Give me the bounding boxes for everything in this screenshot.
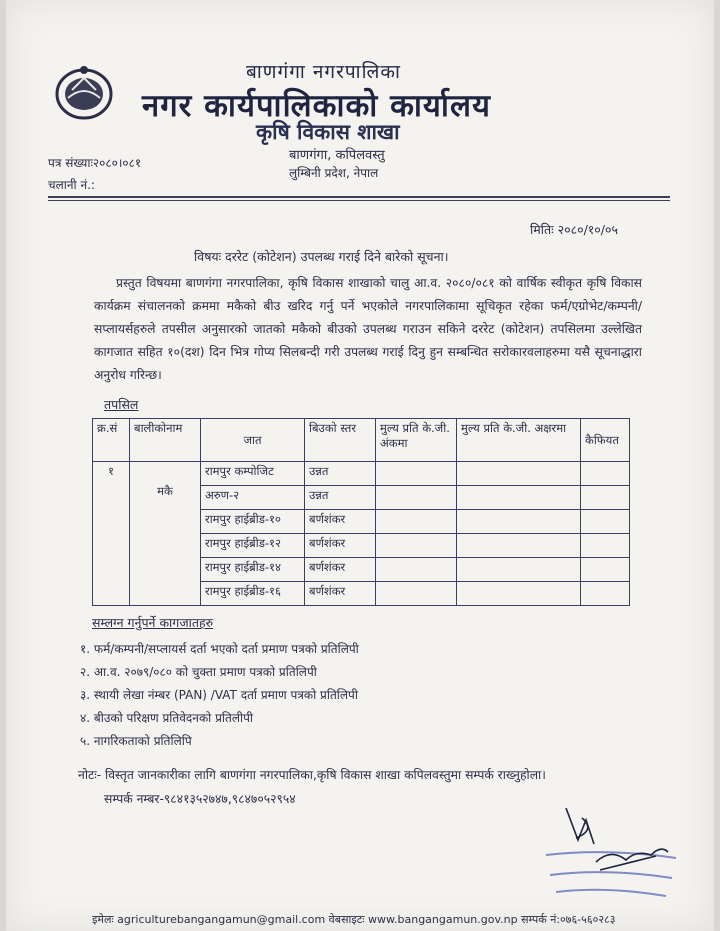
remarks-cell [581, 558, 630, 582]
variety-cell: रामपुर कम्पोजिट [201, 462, 305, 486]
rate-table [92, 418, 630, 606]
variety-cell: रामपुर हाईब्रीड-१६ [201, 582, 305, 606]
notice-page [6, 0, 714, 931]
table-row [93, 462, 630, 486]
remarks-cell [581, 462, 630, 486]
grade-cell: बर्णशंकर [305, 534, 376, 558]
required-documents-list [80, 638, 359, 753]
price-words-cell [457, 534, 581, 558]
footer-contact: इमेलः agriculturebangangamun@gmail.com वेबसाइटः www.bangangamun.gov.np सम्पर्क नं:०७६-५६०२८३ [92, 913, 616, 926]
price-words-cell [457, 558, 581, 582]
list-item: ५. नागरिकताको प्रतिलिपि [80, 734, 192, 748]
grade-cell: उन्नत [305, 462, 376, 486]
office-title: नगर कार्यपालिकाको कार्यालय [142, 88, 491, 124]
col-crop: बालीकोनाम [130, 419, 201, 462]
price-figures-cell [376, 462, 457, 486]
remarks-cell [581, 534, 630, 558]
price-figures-cell [376, 534, 457, 558]
price-figures-cell [376, 582, 457, 606]
list-item: ३. स्थायी लेखा नंम्बर (PAN) /VAT दर्ता प्रमाण पत्रको प्रतिलिपी [80, 688, 358, 702]
price-figures-cell [376, 486, 457, 510]
branch-name: कृषि विकास शाखा [256, 120, 400, 144]
crop-cell [130, 462, 201, 606]
grade-cell: बर्णशंकर [305, 582, 376, 606]
price-words-cell [457, 510, 581, 534]
price-figures-cell [376, 558, 457, 582]
list-item: ४. बीउको परिक्षण प्रतिवेदनको प्रतिलीपी [80, 711, 254, 725]
price-words-cell [457, 486, 581, 510]
notice-body: प्रस्तुत विषयमा बाणगंगा नगरपालिका, कृषि विकास शाखाको चालु आ.व. २०८०/०८१ को वार्षिक स्वीकृत कृषि विकास कार्यक्रम संचालनको क्रममा मकैको बीउ खरिद गर्नु पर्ने भएकोले नगरपालिकामा सूचिकृत रहेका फर्म/एग्रोभेट/कम्पनी/सप्लायर्सहरुले तपसील अनुसारको जातको मकैको बीउको उपलब्ध गराउन सकिने दररेट (कोटेशन) तपसिलमा उल्लेखित कागजात सहित १०(दश) दिन भित्र गोप्य सिलबन्दी गरी उपलब्ध गराई दिनु हुन सम्बन्धित सरोकारवलाहरुमा यसै सूचनाद्धारा अनुरोध गरिन्छ। [94, 276, 642, 382]
price-figures-cell [376, 510, 457, 534]
header-divider [48, 196, 670, 198]
remarks-cell [581, 510, 630, 534]
crop-name: मकै [157, 484, 173, 498]
required-documents-title: सम्लग्न गर्नुपर्ने कागजातहरु [92, 615, 214, 630]
col-variety: जात [201, 419, 305, 462]
table-header-row [93, 419, 630, 462]
remarks-cell [581, 582, 630, 606]
notice-date: मितिः २०८०/१०/०५ [530, 222, 618, 237]
variety-cell: रामपुर हाईब्रीड-१२ [201, 534, 305, 558]
variety-cell: अरुण-२ [201, 486, 305, 510]
price-words-cell [457, 582, 581, 606]
office-province: लुम्बिनी प्रदेश, नेपाल [289, 166, 379, 180]
col-price-words: मुल्य प्रति के.जी. अक्षरमा [457, 419, 581, 462]
official-stamp-icon [536, 800, 686, 900]
contact-numbers: सम्पर्क नम्बर-९८४१३५२७४७,९८४७०५२९५४ [104, 792, 296, 806]
remarks-cell [581, 486, 630, 510]
variety-cell: रामपुर हाईब्रीड-१४ [201, 558, 305, 582]
price-words-cell [457, 462, 581, 486]
municipality-name: बाणगंगा नगरपालिका [246, 61, 401, 83]
grade-cell: उन्नत [305, 486, 376, 510]
list-item: २. आ.व. २०७९/०८० को चुक्ता प्रमाण पत्रको प्रतिलिपी [80, 665, 317, 679]
col-price-figures: मुल्य प्रति के.जी. अंकमा [376, 419, 457, 462]
dispatch-number: चलानी नं.: [48, 178, 95, 192]
notice-subject: विषयः दररेट (कोटेशन) उपलब्ध गराई दिने बारेको सूचना। [194, 249, 449, 264]
serial-cell: १ [93, 462, 130, 606]
col-remarks: कैफियत [581, 419, 630, 462]
header-divider-thin [48, 200, 670, 201]
annex-label: तपसिल [104, 397, 139, 412]
note-text: नोटः- विस्तृत जानकारीका लागि बाणगंगा नगरपालिका,कृषि विकास शाखा कपिलवस्तुमा सम्पर्क राख्नुहोला। [78, 768, 546, 782]
grade-cell: बर्णशंकर [305, 510, 376, 534]
list-item: १. फर्म/कम्पनी/सप्लायर्स दर्ता भएको दर्ता प्रमाण पत्रको प्रतिलिपी [80, 642, 359, 656]
col-seed-grade: बिउको स्तर [305, 419, 376, 462]
nepal-emblem-icon [54, 64, 114, 120]
letter-number: पत्र संख्याः२०८०।०८१ [48, 156, 142, 170]
col-serial: क्र.सं [93, 419, 130, 462]
office-address: बाणगंगा, कपिलवस्तु [289, 148, 385, 163]
variety-cell: रामपुर हाईब्रीड-१० [201, 510, 305, 534]
grade-cell: बर्णशंकर [305, 558, 376, 582]
